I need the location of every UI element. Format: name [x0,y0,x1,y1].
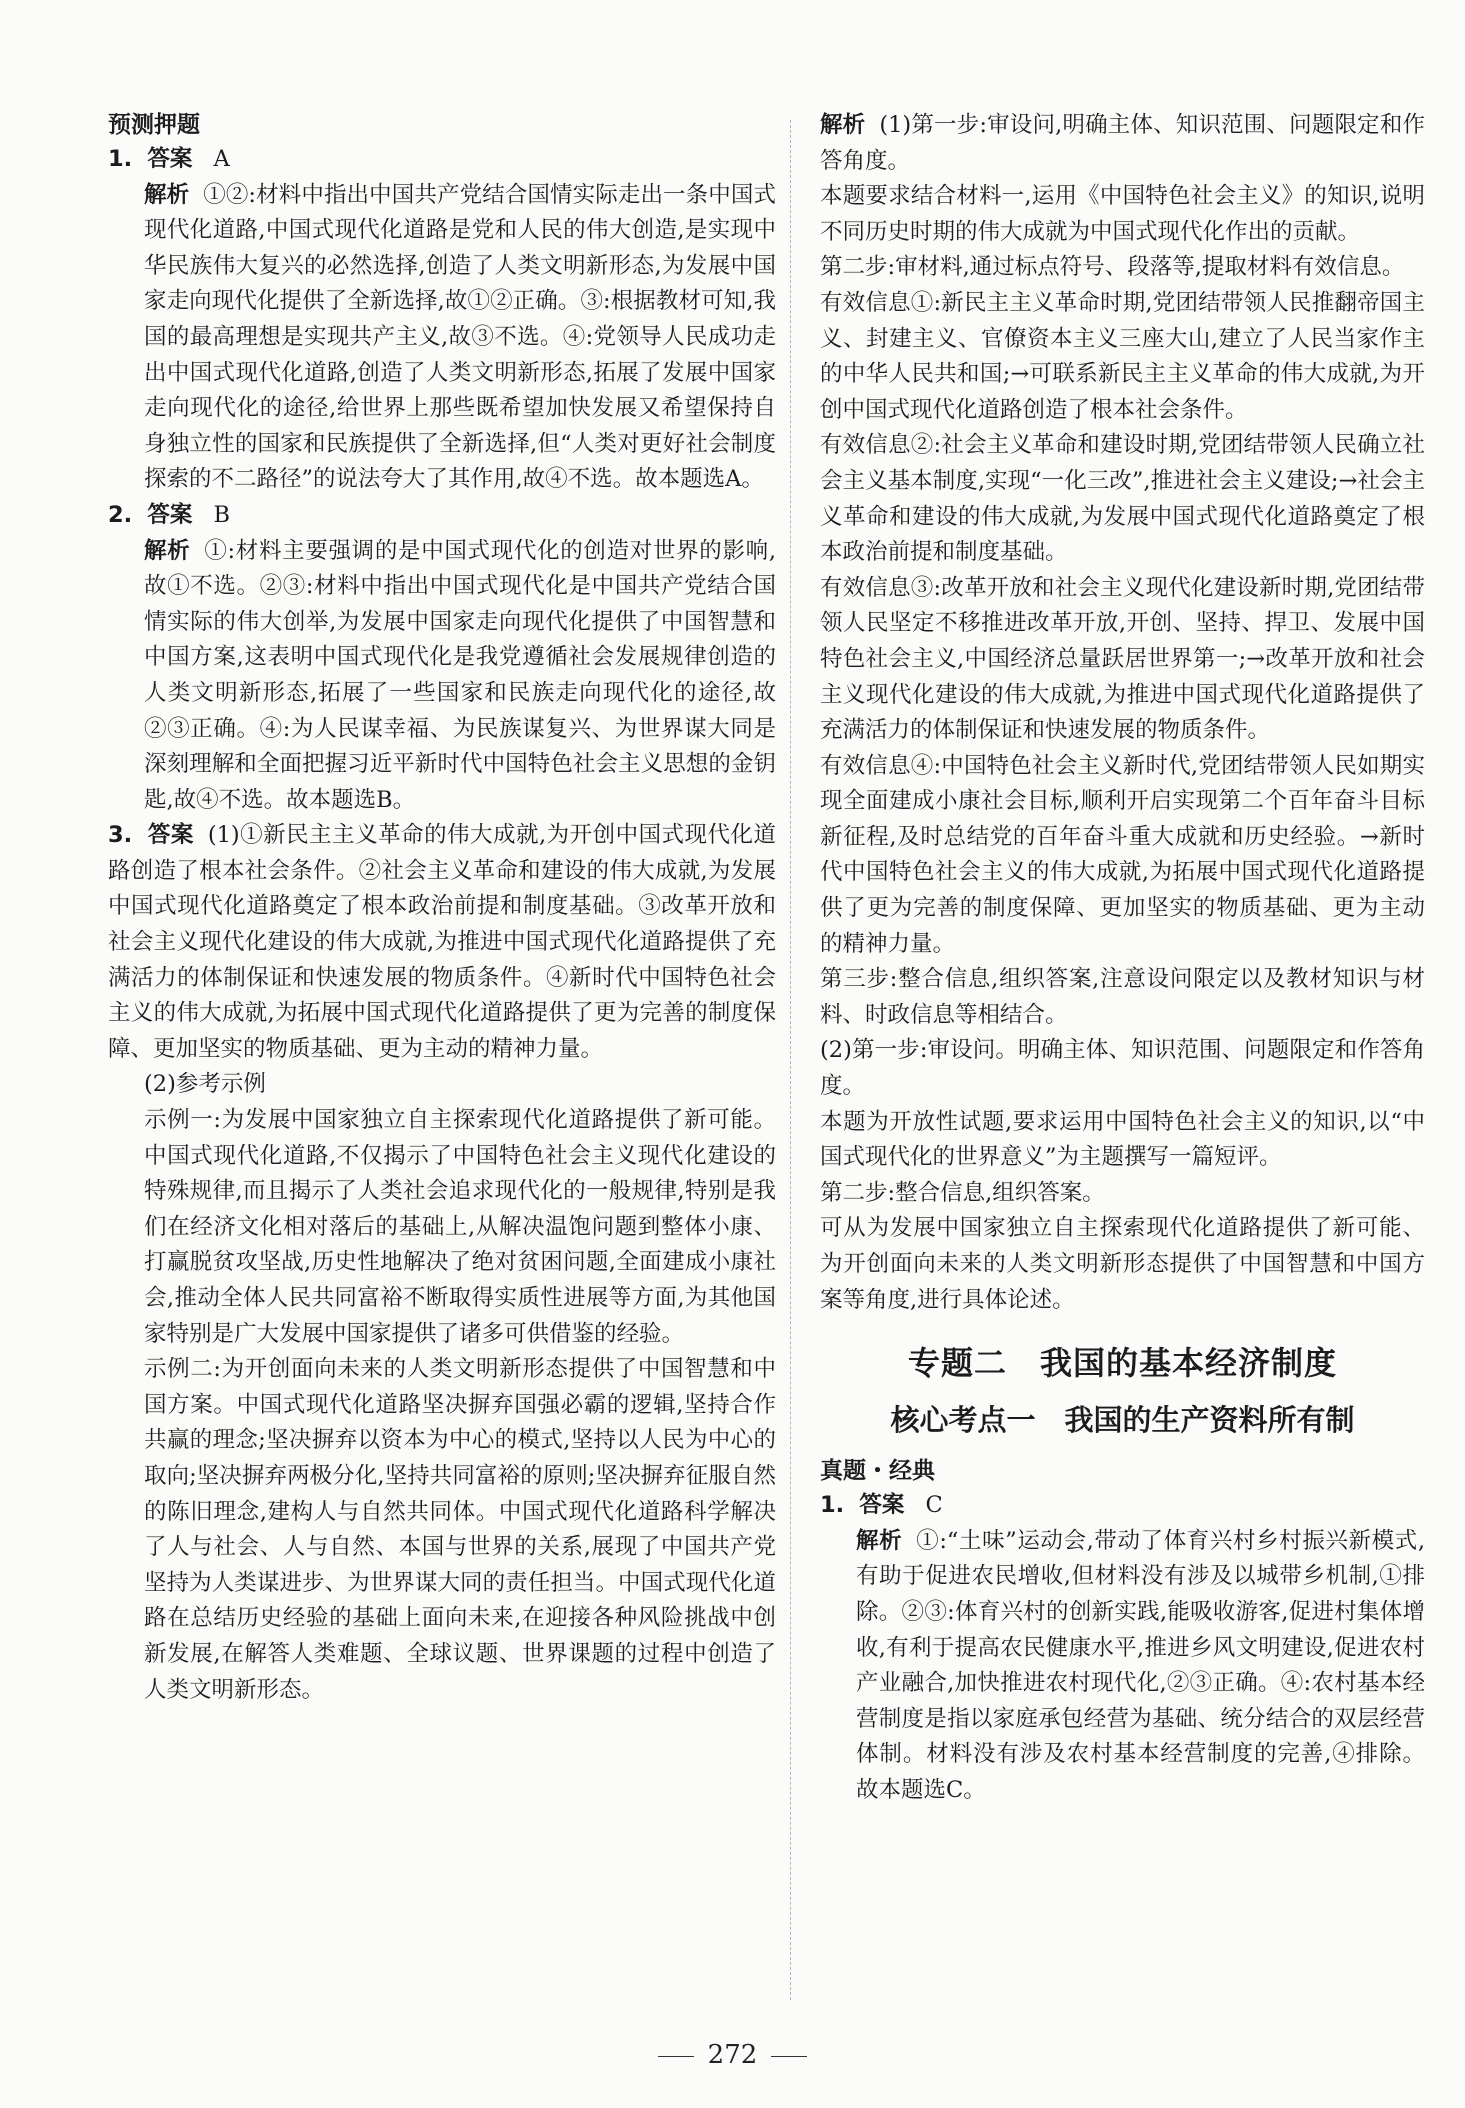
q1-answer-line [108,142,776,178]
analysis-step1-text: (1)第一步:审设问,明确主体、知识范围、问题限定和作答角度。 [820,112,1425,174]
q1-answer-label: 答案 [147,146,193,172]
column-divider [790,120,791,2000]
analysis-paragraph: 有效信息①:新民主主义革命时期,党团结带领人民推翻帝国主义、封建主义、官僚资本主义三座大山,建立了人民当家作主的中华人民共和国;→可联系新民主主义革命的伟大成就,为开创中国式现代化道路创造了根本社会条件。 [820,289,1425,423]
analysis-paragraph: 第三步:整合信息,组织答案,注意设问限定以及教材知识与材料、时政信息等相结合。 [820,966,1425,1028]
q2-answer: B [213,501,231,528]
rq1-explanation-label: 解析 [856,1527,903,1554]
q2-explanation-label: 解析 [144,537,191,564]
q1-explanation [108,178,776,498]
q2-number: 2. [108,501,133,528]
page-number-dash-right [771,2056,807,2057]
q3-number: 3. [108,822,133,849]
analysis-paragraph: 第二步:审材料,通过标点符号、段落等,提取材料有效信息。 [820,254,1405,281]
page-number-dash-left [658,2056,694,2057]
analysis-paragraph: 有效信息③:改革开放和社会主义现代化建设新时期,党团结带领人民坚定不移推进改革开放,开创、坚持、捍卫、发展中国特色社会主义,中国经济总量跃居世界第一;→改革开放和社会主义现代化建设的伟大成就,为推进中国式现代化道路提供了充满活力的体制保证和快速发展的物质条件。 [820,574,1425,744]
q2-answer-label: 答案 [147,501,193,528]
q3-part2-heading: (2)参考示例 [144,1071,266,1098]
left-column [108,108,776,1708]
analysis-paragraph: 可从为发展中国家独立自主探索现代化道路提供了新可能、为开创面向未来的人类文明新形态提供了中国智慧和中国方案等角度,进行具体论述。 [820,1215,1425,1313]
rq1-number: 1. [820,1492,845,1519]
q1-explanation-label: 解析 [144,181,190,208]
analysis-paragraph: (2)第一步:审设问。明确主体、知识范围、问题限定和作答角度。 [820,1037,1425,1100]
analysis-paragraph: 有效信息②:社会主义革命和建设时期,党团结带领人民确立社会主义基本制度,实现“一化三改”,推进社会主义建设;→社会主义革命和建设的伟大成就,为发展中国式现代化道路奠定了根本政治前提和制度基础。 [820,432,1425,566]
analysis-paragraph: 本题为开放性试题,要求运用中国特色社会主义的知识,以“中国式现代化的世界意义”为主题撰写一篇短评。 [820,1108,1425,1171]
q3-answer-part1 [108,818,776,1067]
core-point-title: 核心考点一 我国的生产资料所有制 [890,1403,1355,1438]
analysis-step1 [820,108,1425,179]
rq1-explanation [820,1524,1425,1809]
rq1-explanation-text: ①:“土味”运动会,带动了体育兴村乡村振兴新模式,有助于促进农民增收,但材料没有涉及以城带乡机制,①排除。②③:体育兴村的创新实践,能吸收游客,促进村集体增收,有利于提高农民健康水平,推进乡风文明建设,促进农村产业融合,加快推进农村现代化,②③正确。④:农村基本经营制度是指以家庭承包经营为基础、统分结合的双层经营体制。材料没有涉及农村基本经营制度的完善,④排除。故本题选C。 [856,1527,1425,1803]
q3-answer-label: 答案 [147,822,194,849]
section-heading: 预测押题 [108,112,200,138]
rq1-answer-label: 答案 [859,1492,905,1519]
page-number-text: 272 [707,2040,758,2070]
analysis-paragraph: 有效信息④:中国特色社会主义新时代,党团结带领人民如期实现全面建成小康社会目标,顺利开启实现第二个百年奋斗目标新征程,及时总结党的百年奋斗重大成就和历史经验。→新时代中国特色社会主义的伟大成就,为拓展中国式现代化道路提供了更为完善的制度保障、更加坚实的物质基础、更为主动的精神力量。 [820,752,1425,957]
q2-explanation [108,534,776,819]
q1-answer: A [213,146,230,172]
q3-example-2: 示例二:为开创面向未来的人类文明新形态提供了中国智慧和中国方案。中国式现代化道路坚决摒弃国强必霸的逻辑,坚持合作共赢的理念;坚决摒弃以资本为中心的模式,坚持以人民为中心的取向;坚决摒弃两极分化,坚持共同富裕的原则;坚决摒弃征服自然的陈旧理念,建构人与自然共同体。中国式现代化道路科学解决了人与社会、人与自然、本国与世界的关系,展现了中国共产党坚持为人类谋进步、为世界谋大同的责任担当。中国式现代化道路在总结历史经验的基础上面向未来,在迎接各种风险挑战中创新发展,在解答人类难题、全球议题、世界课题的过程中创造了人类文明新形态。 [144,1356,776,1703]
q3-part1-text: (1)①新民主主义革命的伟大成就,为开创中国式现代化道路创造了根本社会条件。②社会主义革命和建设的伟大成就,为发展中国式现代化道路奠定了根本政治前提和制度基础。③改革开放和社会主义现代化建设的伟大成就,为推进中国式现代化道路提供了充满活力的体制保证和快速发展的物质条件。④新时代中国特色社会主义的伟大成就,为拓展中国式现代化道路提供了更为完善的制度保障、更加坚实的物质基础、更为主动的精神力量。 [108,822,776,1062]
page-number [0,2040,1465,2070]
analysis-paragraph: 第二步:整合信息,组织答案。 [820,1179,1105,1206]
topic-title: 专题二 我国的基本经济制度 [907,1344,1337,1383]
rq1-answer: C [925,1492,943,1519]
analysis-paragraph: 本题要求结合材料一,运用《中国特色社会主义》的知识,说明不同历史时期的伟大成就为中国式现代化作出的贡献。 [820,183,1425,245]
q2-answer-line [108,498,776,534]
q2-explanation-text: ①:材料主要强调的是中国式现代化的创造对世界的影响,故①不选。②③:材料中指出中国式现代化是中国共产党结合国情实际的伟大创举,为发展中国家走向现代化提供了中国智慧和中国方案,这表明中国式现代化是我党遵循社会发展规律创造的人类文明新形态,拓展了一些国家和民族走向现代化的途径,故②③正确。④:为人民谋幸福、为民族谋复兴、为世界谋大同是深刻理解和全面把握习近平新时代中国特色社会主义思想的金钥匙,故④不选。故本题选B。 [144,537,776,813]
sub-section-heading: 真题・经典 [820,1458,935,1485]
q1-explanation-text: ①②:材料中指出中国共产党结合国情实际走出一条中国式现代化道路,中国式现代化道路是党和人民的伟大创造,是实现中华民族伟大复兴的必然选择,创造了人类文明新形态,为发展中国家走向现代化提供了全新选择,故①②正确。③:根据教材可知,我国的最高理想是实现共产主义,故③不选。④:党领导人民成功走出中国式现代化道路,创造了人类文明新形态,拓展了发展中国家走向现代化的途径,给世界上那些既希望加快发展又希望保持自身独立性的国家和民族提供了全新选择,但“人类对更好社会制度探索的不二路径”的说法夸大了其作用,故④不选。故本题选A。 [144,181,776,493]
right-column [820,108,1425,1809]
rq1-answer-line [820,1488,1425,1524]
q3-example-1: 示例一:为发展中国家独立自主探索现代化道路提供了新可能。中国式现代化道路,不仅揭示了中国特色社会主义现代化建设的特殊规律,而且揭示了人类社会追求现代化的一般规律,特别是我们在经济文化相对落后的基础上,从解决温饱问题到整体小康、打赢脱贫攻坚战,历史性地解决了绝对贫困问题,全面建成小康社会,推动全体人民共同富裕不断取得实质性进展等方面,为其他国家特别是广大发展中国家提供了诸多可供借鉴的经验。 [144,1107,776,1347]
q1-number: 1. [108,146,133,172]
analysis-label: 解析 [820,112,866,138]
